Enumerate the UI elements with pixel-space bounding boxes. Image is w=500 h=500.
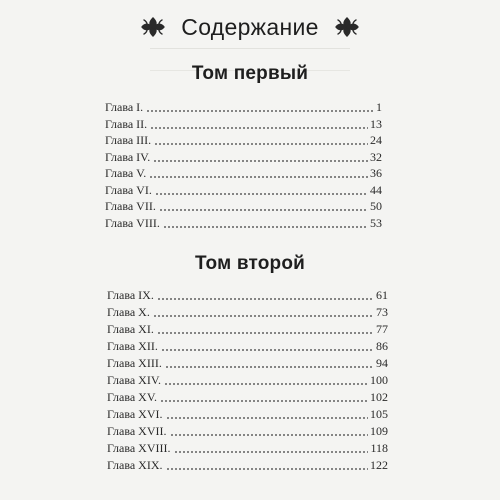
toc-leader-dots [146, 102, 374, 113]
toc-entry-label: Глава IV. [105, 149, 151, 164]
toc-leader-dots [153, 307, 374, 318]
toc-leader-dots [160, 392, 368, 403]
toc-entry-label: Глава XVII. [107, 424, 167, 438]
toc-entry [107, 389, 388, 405]
toc-entry [105, 132, 382, 148]
toc-entry-label: Глава XVI. [107, 407, 163, 421]
toc-entry-page: 1 [376, 100, 382, 114]
toc-entry-label: Глава VI. [105, 182, 152, 197]
toc-leader-dots [153, 152, 368, 163]
toc-entry-page: 73 [376, 305, 388, 319]
show-through-mark [150, 48, 350, 49]
toc-leader-dots [166, 460, 368, 471]
toc-entry-page: 86 [376, 339, 388, 353]
toc-entry [105, 215, 382, 231]
toc-entry-page: 36 [370, 166, 382, 180]
toc-leader-dots [157, 324, 374, 335]
toc-entry [105, 149, 382, 165]
toc-entry-label: Глава X. [107, 305, 150, 319]
toc-entry-label: Глава XVIII. [107, 441, 171, 455]
toc-entry-page: 13 [370, 116, 382, 131]
toc-entry-label: Глава XIII. [107, 356, 162, 370]
toc-entry [107, 287, 388, 303]
flourish-ornament-icon [333, 16, 361, 38]
toc-entry-page: 53 [370, 215, 382, 230]
toc-entry [105, 182, 382, 198]
toc-leader-dots [165, 358, 374, 369]
toc-leader-dots [164, 375, 368, 386]
toc-entry-page: 118 [370, 441, 388, 455]
toc-entry-label: Глава XII. [107, 339, 158, 353]
toc-leader-dots [154, 135, 368, 146]
volume-title-1: Том первый [191, 63, 309, 84]
toc-entry [107, 406, 388, 422]
toc-leader-dots [163, 218, 368, 229]
toc-entry [107, 440, 388, 456]
toc-entry [107, 355, 388, 371]
toc-leader-dots [150, 119, 368, 130]
toc-entry-page: 50 [370, 199, 382, 213]
toc-leader-dots [149, 168, 368, 179]
toc-entry-label: Глава IX. [107, 288, 154, 302]
toc-entry-label: Глава III. [105, 133, 152, 147]
volume-title-2: Том второй [194, 253, 306, 274]
page-title: Содержание [181, 13, 319, 40]
toc-entry-label: Глава VIII. [105, 215, 160, 230]
toc-entry-label: Глава I. [105, 100, 144, 114]
toc-entry-label: Глава II. [105, 116, 148, 131]
toc-entry-page: 32 [370, 149, 382, 164]
toc-leader-dots [155, 185, 368, 196]
toc-entry-page: 100 [370, 373, 388, 387]
toc-entry-label: Глава XIV. [107, 373, 161, 387]
toc-entry-label: Глава VII. [105, 199, 156, 213]
toc-entry-page: 24 [370, 133, 382, 147]
toc-entry [105, 99, 382, 115]
toc-entry [107, 457, 388, 473]
toc-entry [105, 165, 382, 181]
toc-entry-label: Глава XIX. [107, 458, 163, 472]
toc-entry [107, 321, 388, 337]
flourish-ornament-icon [139, 16, 167, 38]
toc-leader-dots [157, 290, 374, 301]
toc-entry-page: 109 [370, 424, 388, 438]
toc-leader-dots [174, 443, 369, 454]
toc-entry-page: 122 [370, 458, 388, 472]
toc-entry [105, 116, 382, 132]
toc-entry-label: Глава XI. [107, 322, 154, 336]
toc-leader-dots [159, 201, 368, 212]
toc-leader-dots [161, 341, 374, 352]
toc-entry-page: 102 [370, 390, 388, 404]
toc-entry [107, 372, 388, 388]
toc-entry [107, 423, 388, 439]
toc-entry-page: 105 [370, 407, 388, 421]
toc-entry-page: 44 [370, 182, 382, 197]
toc-leader-dots [170, 426, 368, 437]
toc-entry-page: 61 [376, 288, 388, 302]
toc-entry-page: 77 [376, 322, 388, 336]
toc-entry-label: Глава XV. [107, 390, 157, 404]
toc-entry-page: 94 [376, 356, 388, 370]
toc-entry [107, 304, 388, 320]
toc-entry [107, 338, 388, 354]
toc-entry [105, 198, 382, 214]
toc-leader-dots [166, 409, 368, 420]
toc-entry-label: Глава V. [105, 166, 147, 180]
contents-header [0, 9, 500, 45]
